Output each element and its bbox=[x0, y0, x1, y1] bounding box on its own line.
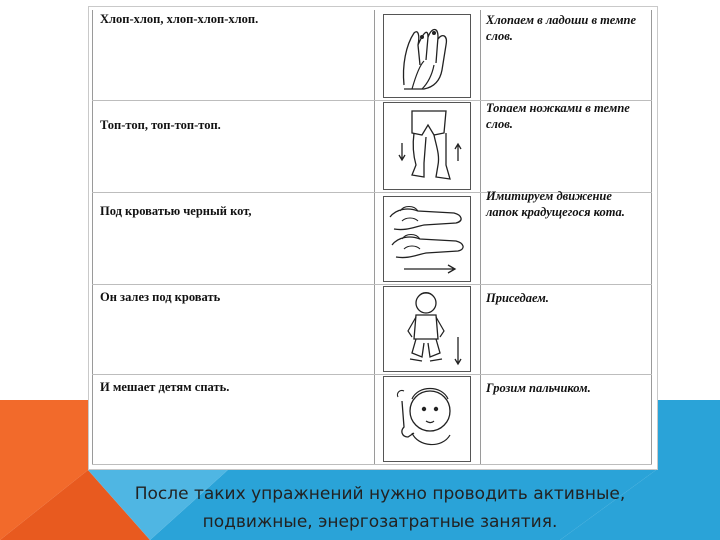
squatting-child-icon bbox=[383, 286, 471, 372]
caption-line-2: подвижные, энергозатратные занятия. bbox=[202, 512, 558, 532]
row-separator bbox=[92, 284, 652, 285]
clapping-hands-icon bbox=[383, 14, 471, 98]
row-separator bbox=[92, 374, 652, 375]
finger-wag-child-icon bbox=[383, 376, 471, 462]
cat-paws-hands-icon bbox=[383, 196, 471, 282]
stomping-legs-icon bbox=[383, 102, 471, 190]
table-border-left bbox=[92, 10, 93, 465]
table-divider bbox=[480, 10, 481, 465]
movement-description: Грозим пальчиком. bbox=[486, 381, 591, 395]
caption-line-1: После таких упражнений нужно проводить активные, bbox=[134, 484, 626, 504]
movement-description: Имитируем движение лапок крадущегося кота. bbox=[486, 189, 625, 219]
movement-description: Приседаем. bbox=[486, 291, 549, 305]
verse-line: И мешает детям спать. bbox=[100, 380, 230, 394]
verse-line: Он залез под кровать bbox=[100, 290, 221, 304]
table-border-right bbox=[651, 10, 652, 465]
movement-description: Топаем ножками в темпе слов. bbox=[486, 101, 630, 131]
verse-line: Топ-топ, топ-топ-топ. bbox=[100, 118, 221, 132]
table-border-bottom bbox=[92, 464, 652, 465]
movement-description: Хлопаем в ладоши в темпе слов. bbox=[486, 13, 637, 43]
slide-caption bbox=[80, 480, 680, 536]
verse-line: Хлоп-хлоп, хлоп-хлоп-хлоп. bbox=[100, 12, 259, 26]
verse-line: Под кроватью черный кот, bbox=[100, 204, 252, 218]
table-divider bbox=[374, 10, 375, 465]
exercise-table bbox=[92, 10, 652, 465]
